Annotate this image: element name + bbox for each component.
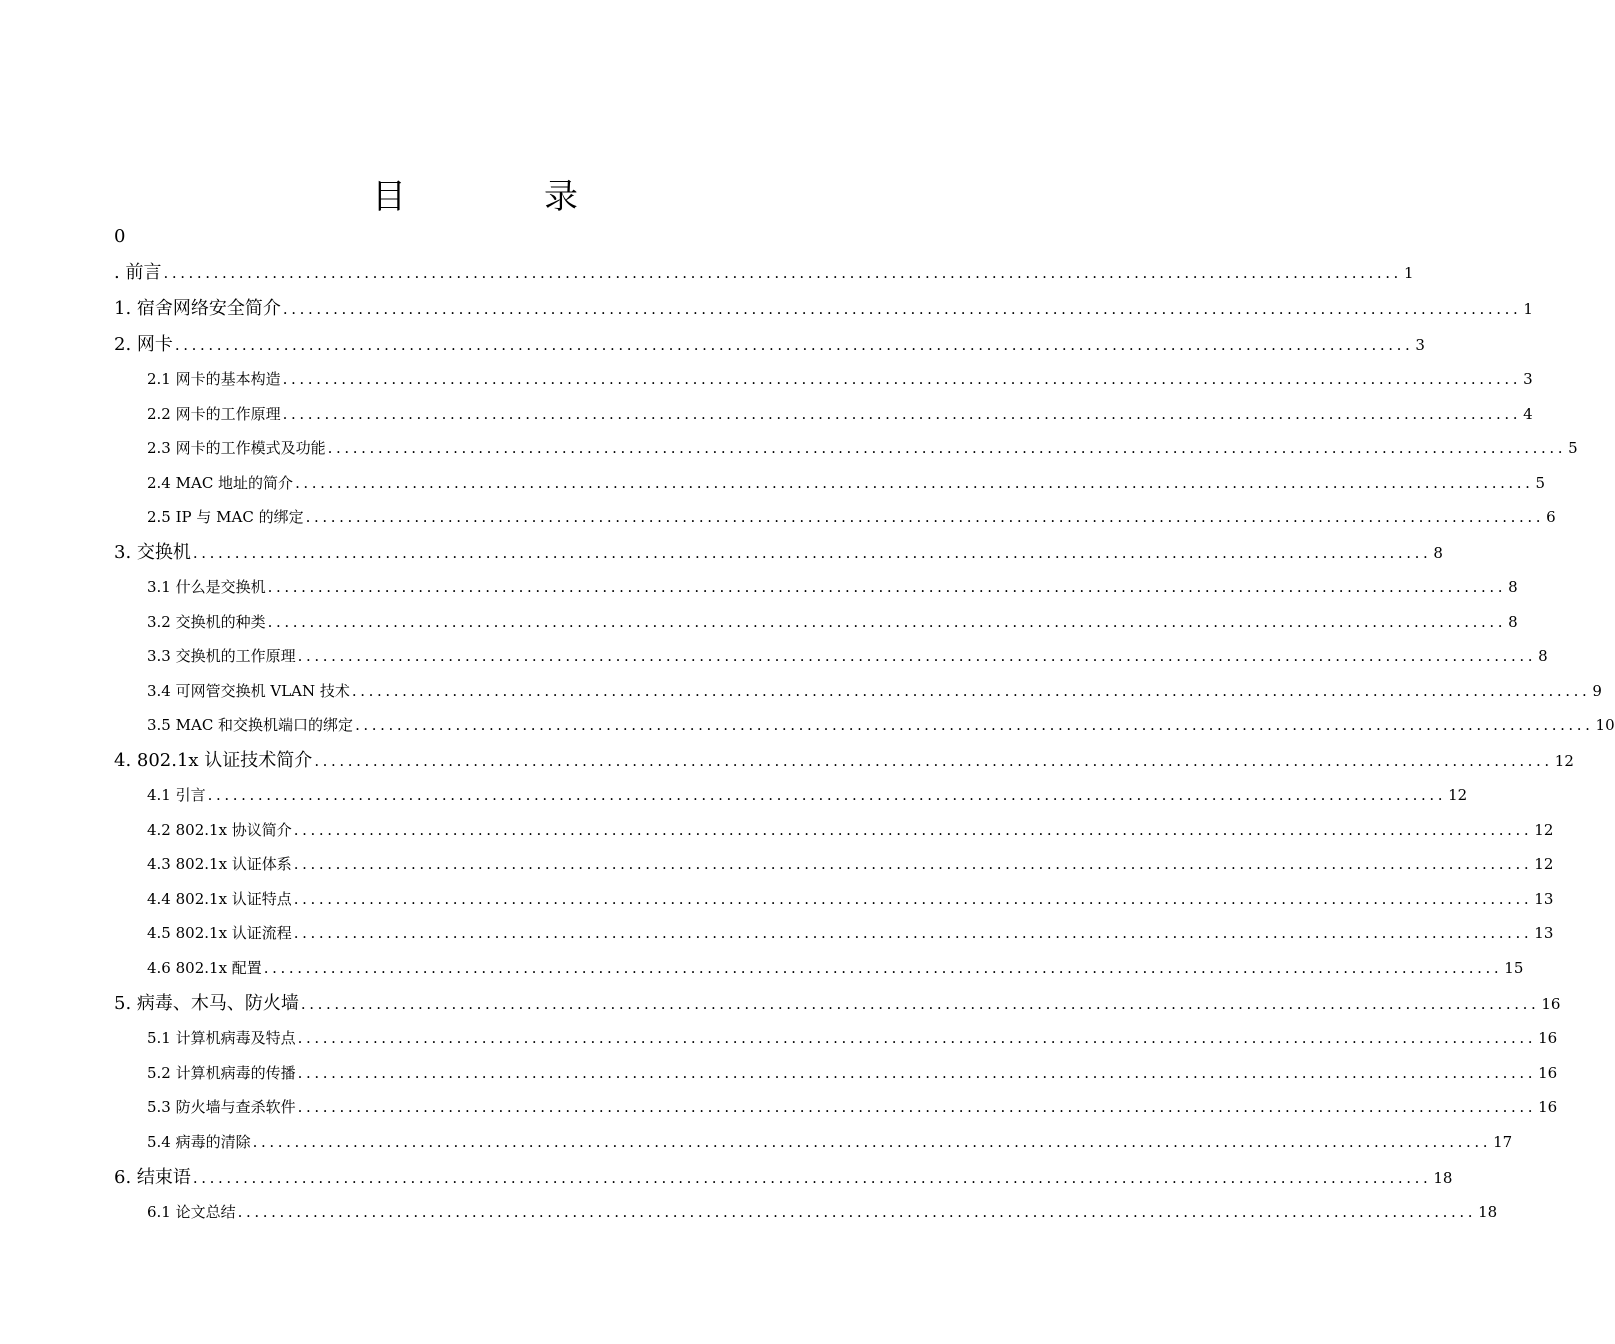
toc-entry-label: 6. 结束语 (114, 1167, 191, 1188)
toc-entry-page: 13 (1534, 924, 1554, 942)
toc-entry-page: 12 (1534, 821, 1554, 839)
toc-entry-label: 3. 交换机 (114, 542, 191, 563)
toc-entry-page: 16 (1541, 995, 1561, 1013)
toc-entry-page: 16 (1538, 1064, 1558, 1082)
dot-leader: .................................................................................................................................................... (327, 439, 1567, 457)
toc-entry-page: 8 (1508, 613, 1518, 631)
dot-leader: .................................................................................................................................................... (351, 682, 1591, 700)
toc-entry[interactable] (147, 468, 1546, 498)
toc-entry-label: 2. 网卡 (114, 334, 173, 355)
toc-entry-label: 4.6 802.1x 配置 (147, 959, 262, 977)
toc-entry[interactable] (114, 746, 1574, 776)
toc-entry[interactable] (147, 433, 1578, 463)
toc-entry[interactable] (114, 1163, 1453, 1193)
toc-entry-page: 1 (1523, 300, 1533, 318)
toc-entry[interactable] (114, 294, 1533, 324)
toc-entry-page: 15 (1504, 959, 1524, 977)
dot-leader: .................................................................................................................................................... (355, 716, 1594, 734)
toc-entry[interactable] (147, 676, 1602, 706)
toc-entry[interactable] (147, 1197, 1498, 1227)
dot-leader: .................................................................................................................................................... (293, 890, 1533, 908)
dot-leader: .................................................................................................................................................... (293, 924, 1533, 942)
dot-leader: .................................................................................................................................................... (207, 786, 1447, 804)
toc-entry-page: 12 (1534, 855, 1554, 873)
toc-entry-label: 2.2 网卡的工作原理 (147, 405, 281, 423)
dot-leader: .................................................................................................................................................... (297, 647, 1537, 665)
toc-entry-page: 16 (1538, 1029, 1558, 1047)
toc-entry-label: 5.2 计算机病毒的传播 (147, 1064, 296, 1082)
toc-entry[interactable] (114, 330, 1425, 360)
toc-entry-page: 8 (1433, 544, 1443, 562)
toc-entry-label: 3.5 MAC 和交换机端口的绑定 (147, 716, 354, 734)
toc-entry-label: 3.3 交换机的工作原理 (147, 647, 296, 665)
toc-entry[interactable] (147, 1127, 1513, 1157)
dot-leader: .................................................................................................................................................... (295, 474, 1534, 492)
dot-leader: .................................................................................................................................................... (314, 752, 1553, 770)
dot-leader: .................................................................................................................................................... (263, 959, 1503, 977)
dot-leader: .................................................................................................................................................... (297, 1029, 1537, 1047)
toc-entry[interactable] (147, 780, 1468, 810)
toc-entry[interactable] (147, 364, 1533, 394)
toc-entry-page: 9 (1592, 682, 1602, 700)
toc-entry[interactable] (147, 710, 1615, 740)
toc-entry-label: 5. 病毒、木马、防火墙 (114, 993, 299, 1014)
toc-entry-label: 6.1 论文总结 (147, 1203, 236, 1221)
toc-entry-page: 3 (1523, 370, 1533, 388)
toc-entry-page: 5 (1568, 439, 1578, 457)
dot-leader: .................................................................................................................................................... (297, 1064, 1537, 1082)
toc-entry-page: 8 (1538, 647, 1548, 665)
toc-entry-page: 5 (1535, 474, 1546, 492)
toc-entry-label: 3.4 可网管交换机 VLAN 技术 (147, 682, 350, 700)
toc-entry-label: . 前言 (114, 262, 162, 283)
toc-entry[interactable] (147, 1092, 1558, 1122)
dot-leader: .................................................................................................................................................... (305, 508, 1545, 526)
dot-leader: .................................................................................................................................................... (192, 1169, 1432, 1187)
toc-entry-label: 4.1 引言 (147, 786, 206, 804)
toc-entry-label: 2.1 网卡的基本构造 (147, 370, 281, 388)
dot-leader: .................................................................................................................................................... (300, 995, 1540, 1013)
toc-entry-page: 18 (1478, 1203, 1498, 1221)
toc-entry-page: 12 (1554, 752, 1574, 770)
dot-leader: .................................................................................................................................................... (163, 264, 1402, 282)
toc-entry-label: 2.5 IP 与 MAC 的绑定 (147, 508, 304, 526)
toc-entry[interactable] (147, 572, 1518, 602)
toc-entry-page: 10 (1595, 716, 1615, 734)
toc-entry[interactable] (147, 953, 1524, 983)
dot-leader: .................................................................................................................................................... (293, 821, 1533, 839)
dot-leader: .................................................................................................................................................... (282, 405, 1522, 423)
toc-entry-label: 2.3 网卡的工作模式及功能 (147, 439, 326, 457)
page-title: 目 录 (372, 177, 630, 217)
toc-entry-label: 4.3 802.1x 认证体系 (147, 855, 292, 873)
dot-leader: .................................................................................................................................................... (174, 336, 1414, 354)
dot-leader: .................................................................................................................................................... (282, 370, 1522, 388)
toc-entry-page: 17 (1493, 1133, 1513, 1151)
toc-entry-page: 3 (1415, 336, 1425, 354)
toc-entry[interactable] (147, 502, 1556, 532)
dot-leader: .................................................................................................................................................... (282, 300, 1522, 318)
dot-leader: .................................................................................................................................................... (267, 578, 1507, 596)
toc-entry-label: 1. 宿舍网络安全简介 (114, 298, 281, 319)
toc-entry-page: 18 (1433, 1169, 1453, 1187)
toc-entry-label: 4.5 802.1x 认证流程 (147, 924, 292, 942)
toc-entry[interactable] (147, 1023, 1558, 1053)
toc-entry[interactable] (114, 989, 1561, 1019)
toc-entry-label: 4. 802.1x 认证技术简介 (114, 750, 313, 771)
toc-entry[interactable] (114, 538, 1443, 568)
toc-entry[interactable] (147, 1058, 1558, 1088)
dot-leader: .................................................................................................................................................... (297, 1098, 1537, 1116)
toc-entry[interactable] (147, 815, 1554, 845)
toc-entry-label: 5.4 病毒的清除 (147, 1133, 251, 1151)
toc-entry-label: 5.3 防火墙与查杀软件 (147, 1098, 296, 1116)
toc-entry[interactable] (147, 884, 1554, 914)
stray-mark: 0 (114, 226, 126, 247)
toc-entry-label: 4.4 802.1x 认证特点 (147, 890, 292, 908)
toc-entry-page: 1 (1403, 264, 1414, 282)
toc-entry-page: 8 (1508, 578, 1518, 596)
dot-leader: .................................................................................................................................................... (293, 855, 1533, 873)
dot-leader: .................................................................................................................................................... (267, 613, 1507, 631)
toc-entry-label: 5.1 计算机病毒及特点 (147, 1029, 296, 1047)
toc-entry-label: 3.1 什么是交换机 (147, 578, 266, 596)
toc-entry-label: 4.2 802.1x 协议简介 (147, 821, 292, 839)
toc-entry[interactable] (147, 918, 1554, 948)
toc-entry-page: 12 (1448, 786, 1468, 804)
toc-entry[interactable] (147, 849, 1554, 879)
toc-entry-page: 4 (1523, 405, 1533, 423)
toc-entry-page: 6 (1546, 508, 1556, 526)
dot-leader: .................................................................................................................................................... (252, 1133, 1492, 1151)
toc-entry[interactable] (114, 258, 1414, 288)
toc-entry[interactable] (147, 399, 1533, 429)
toc-entry-page: 16 (1538, 1098, 1558, 1116)
toc-entry-label: 3.2 交换机的种类 (147, 613, 266, 631)
toc-entry-label: 2.4 MAC 地址的简介 (147, 474, 294, 492)
toc-entry[interactable] (147, 607, 1518, 637)
dot-leader: .................................................................................................................................................... (192, 544, 1432, 562)
dot-leader: .................................................................................................................................................... (237, 1203, 1477, 1221)
toc-entry-page: 13 (1534, 890, 1554, 908)
toc-entry[interactable] (147, 641, 1548, 671)
